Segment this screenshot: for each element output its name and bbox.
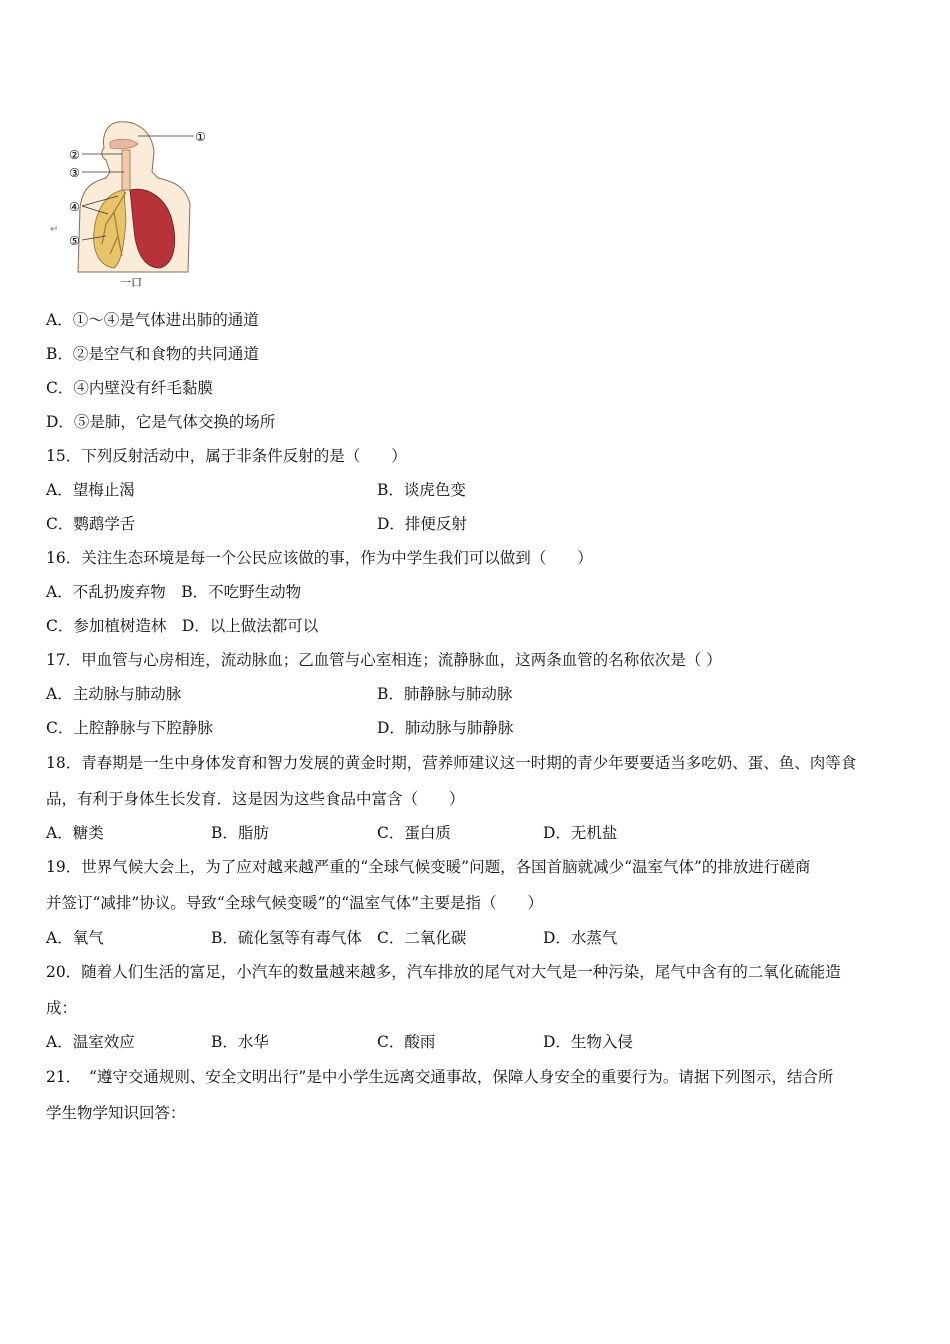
- q20-option-a: A．温室效应: [46, 1033, 135, 1051]
- q18-option-d: D．无机盐: [543, 824, 618, 842]
- respiratory-diagram: [48, 112, 218, 289]
- q18-stem-line-2: 品，有利于身体生长发育．这是因为这些食品中富含（ ）: [46, 790, 465, 808]
- q15-stem: 15．下列反射活动中，属于非条件反射的是（ ）: [46, 447, 407, 465]
- q19-option-a: A．氧气: [46, 929, 104, 947]
- q18-options: [0, 823, 950, 843]
- q18-stem-line-1: 18．青春期是一生中身体发育和智力发展的黄金时期，营养师建议这一时期的青少年要要适当多吃奶、蛋、鱼、肉等食: [46, 754, 857, 772]
- figure-label-4: ④: [69, 200, 80, 214]
- q15-option-b: B．谈虎色变: [377, 481, 466, 499]
- figure-label-1: ①: [195, 130, 206, 144]
- respiratory-system-figure: [48, 112, 218, 289]
- q14-option-c: C．④内壁没有纤毛黏膜: [46, 379, 213, 397]
- q17-option-b: B．肺静脉与肺动脉: [377, 685, 513, 703]
- q18-option-c: C．蛋白质: [377, 824, 451, 842]
- q17-option-c: C．上腔静脉与下腔静脉: [46, 719, 213, 737]
- q20-option-c: C．酸雨: [377, 1033, 436, 1051]
- q19-stem-line-1: 19．世界气候大会上，为了应对越来越严重的“全球气候变暖”问题，各国首脑就减少“温室气体”的排放进行磋商: [46, 858, 811, 876]
- q17-option-a: A．主动脉与肺动脉: [46, 685, 182, 703]
- q14-option-a: A．①～④是气体进出肺的通道: [46, 311, 259, 329]
- q15-option-c: C．鹦鹉学舌: [46, 515, 136, 533]
- q20-option-b: B．水华: [211, 1033, 269, 1051]
- figure-label-5: ⑤: [69, 234, 80, 248]
- q17-stem: 17．甲血管与心房相连，流动脉血；乙血管与心室相连；流静脉血，这两条血管的名称依次是（ ）: [46, 651, 722, 669]
- q20-option-d: D．生物入侵: [543, 1033, 633, 1051]
- q21-stem-line-2: 学生物学知识回答：: [46, 1104, 186, 1122]
- return-mark: ↵: [50, 224, 59, 235]
- q16-options-cd: C．参加植树造林 D．以上做法都可以: [46, 617, 319, 635]
- q15-options-row-2: [0, 514, 950, 534]
- q17-option-d: D．肺动脉与肺静脉: [377, 719, 514, 737]
- q19-option-d: D．水蒸气: [543, 929, 618, 947]
- q19-option-c: C．二氧化碳: [377, 929, 467, 947]
- q19-option-b: B．硫化氢等有毒气体: [211, 929, 362, 947]
- q16-stem: 16．关注生态环境是每一个公民应该做的事，作为中学生我们可以做到（ ）: [46, 549, 593, 567]
- q18-option-a: A．糖类: [46, 824, 104, 842]
- q21-stem-line-1: 21． “遵守交通规则、安全文明出行”是中小学生远离交通事故，保障人身安全的重要行为。请据下列图示，结合所: [46, 1068, 834, 1086]
- q20-stem-line-2: 成：: [46, 999, 78, 1017]
- figure-label-3: ③: [69, 166, 80, 180]
- q14-option-d: D．⑤是肺，它是气体交换的场所: [46, 413, 276, 431]
- q17-options-row-1: [0, 684, 950, 704]
- q19-options: [0, 928, 950, 948]
- q15-option-d: D．排便反射: [377, 515, 467, 533]
- q16-options-ab: A．不乱扔废弃物 B．不吃野生动物: [46, 583, 302, 601]
- figure-label-2: ②: [69, 148, 80, 162]
- q14-option-b: B．②是空气和食物的共同通道: [46, 345, 259, 363]
- q15-options-row-1: [0, 480, 950, 500]
- q20-stem-line-1: 20．随着人们生活的富足，小汽车的数量越来越多，汽车排放的尾气对大气是一种污染，尾气中含有的二氧化硫能造: [46, 963, 841, 981]
- q15-option-a: A．望梅止渴: [46, 481, 135, 499]
- q17-options-row-2: [0, 718, 950, 738]
- figure-caption-fragment: 一口: [120, 276, 142, 289]
- q19-stem-line-2: 并签订“减排”协议。导致“全球气候变暖”的“温室气体”主要是指（ ）: [46, 894, 544, 912]
- q18-option-b: B．脂肪: [211, 824, 269, 842]
- q20-options: [0, 1032, 950, 1052]
